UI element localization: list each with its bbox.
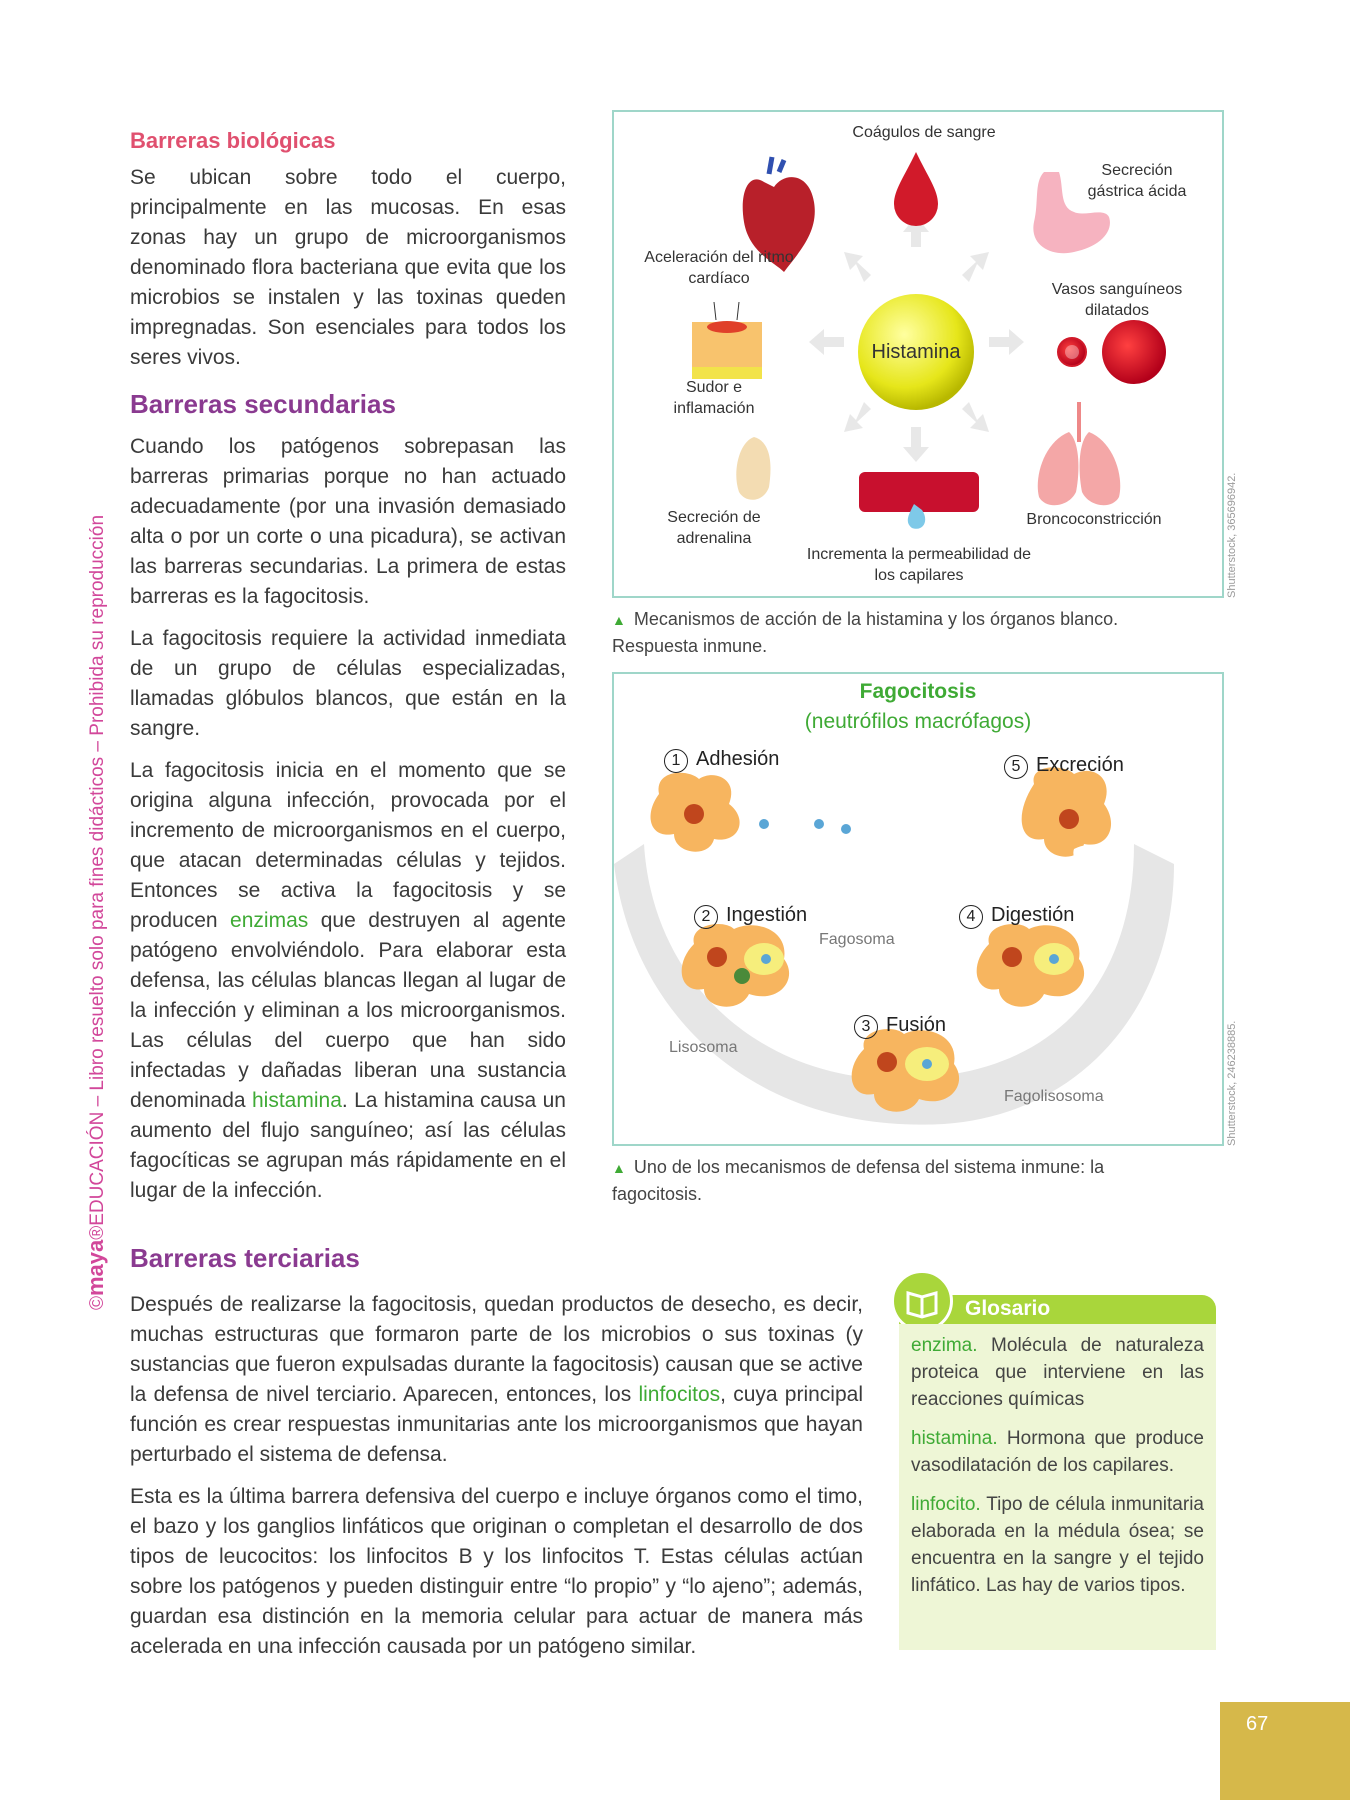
brand-logo-text: maya — [83, 1239, 108, 1296]
text-run: que destruyen al agente patógeno envolviéndolo. Para elaborar esta defensa, las células blancas llegan al lugar de la infección y eliminan a los microorganismos. Las células del cuerpo que han sido infectadas y dañadas liberan una sustancia denominada — [130, 909, 566, 1112]
label-vasos: Vasos sanguíneos dilatados — [1051, 281, 1183, 319]
page-number-tab — [1220, 1702, 1350, 1800]
cell-excrecion — [1022, 767, 1111, 866]
page-number: 67 — [1246, 1713, 1269, 1735]
section-title-barreras-biologicas: Barreras biológicas — [130, 128, 336, 153]
step-label: Fusión — [886, 1014, 947, 1036]
copyright-notice: ®EDUCACIÓN – Libro resuelto solo para fines didácticos – Prohibida su reproducción — [87, 514, 108, 1240]
skin-line — [737, 302, 739, 320]
label-histamina-center: Histamina — [871, 341, 961, 363]
paragraph: Cuando los patógenos sobrepasan las barreras primarias porque no han actuado adecuadamente (por una invasión demasiado alta o por un corte o una picadura), se activan las barreras secundarias. La primera de estas barreras es la fagocitosis. — [130, 435, 566, 608]
section-terciarias-text — [130, 1290, 863, 1674]
triangle-icon: ▲ — [612, 612, 626, 628]
lungs-icon — [1038, 432, 1079, 505]
caption-text: Mecanismos de acción de la histamina y los órganos blanco. Respuesta inmune. — [612, 609, 1119, 656]
keyword-histamina: histamina — [252, 1089, 342, 1112]
step-adhesion — [664, 748, 779, 773]
text-run: , cuya principal función es crear respuestas inmunitarias ante los microorganismos que hayan perturbado el sistema de defensa. — [130, 1383, 863, 1466]
step-number: 1 — [664, 749, 688, 773]
figure1-caption — [612, 606, 1152, 659]
paragraph — [130, 756, 566, 1206]
step-label: Ingestión — [726, 904, 808, 926]
adrenal-gland-icon — [736, 437, 770, 500]
copyright-symbol: © — [87, 1296, 108, 1310]
step-number: 5 — [1004, 755, 1028, 779]
step-label: Digestión — [991, 904, 1075, 926]
text-run: Después de realizarse la fagocitosis, quedan productos de desecho, es decir, muchas estructuras que formaron parte de los microbios o sus toxinas (y sustancias que fueron expulsadas durante la fagocitosis) causan que se active la defensa de nivel terciario. Aparecen, entonces, los — [130, 1293, 863, 1406]
phagocytosis-figure — [612, 672, 1224, 1146]
label-secrecion-gastrica: Secreción gástrica ácida — [1087, 162, 1187, 200]
section-secundarias-text — [130, 432, 566, 1218]
label-aceleracion: Aceleración del ritmo cardíaco — [644, 249, 794, 287]
section-biologicas-text — [130, 163, 566, 385]
step-number: 3 — [854, 1015, 878, 1039]
dilated-vessel-icon — [1102, 320, 1166, 384]
step-excrecion — [1004, 754, 1124, 779]
step-number: 2 — [694, 905, 718, 929]
step-label: Adhesión — [696, 748, 780, 770]
step-fusion — [854, 1014, 946, 1039]
capillary-icon — [859, 472, 979, 512]
label-adrenalina: Secreción de adrenalina — [667, 509, 761, 547]
keyword-linfocitos: linfocitos — [638, 1383, 721, 1406]
book-icon-art — [894, 1273, 950, 1329]
skin-inflammation — [707, 321, 747, 333]
glossary-term: histamina. — [911, 1428, 998, 1449]
phagocytosis-subtitle: (neutrófilos macrófagos) — [804, 710, 1032, 733]
label-permeabilidad: Incrementa la permeabilidad de los capilares — [806, 546, 1032, 584]
label-sudor: Sudor e inflamación — [673, 379, 755, 417]
blood-drop-icon — [894, 152, 938, 226]
glossary-definition: Molécula de naturaleza proteica que interviene en las reacciones químicas — [911, 1335, 1204, 1410]
label-lisosoma: Lisosoma — [669, 1039, 738, 1056]
section-title-barreras-secundarias: Barreras secundarias — [130, 389, 396, 419]
label-fagosoma: Fagosoma — [819, 931, 895, 948]
paragraph — [130, 1290, 863, 1470]
book-icon — [891, 1270, 953, 1332]
text-run: . La histamina causa un aumento del flujo sanguíneo; así las células fagocíticas se agrupan más rápidamente en el lugar de la infección. — [130, 1089, 566, 1202]
glossary-term: enzima. — [911, 1335, 978, 1356]
glossary-term: linfocito. — [911, 1494, 981, 1515]
label-coagulos: Coágulos de sangre — [852, 124, 996, 141]
small-vessel-lumen — [1065, 345, 1079, 359]
glossary-entry-linfocito — [911, 1491, 1204, 1599]
section-title-barreras-terciarias: Barreras terciarias — [130, 1243, 360, 1273]
figure2-caption — [612, 1154, 1152, 1207]
step-digestion — [959, 904, 1074, 929]
label-fagolisosoma: Fagolisosoma — [1004, 1088, 1104, 1105]
glossary-definition: Tipo de célula inmunitaria elaborada en la médula ósea; se encuentra en la sangre y el tejido linfático. Las hay de varios tipos. — [911, 1494, 1204, 1596]
glossary-entry-enzima — [911, 1332, 1204, 1413]
caption-text: Uno de los mecanismos de defensa del sistema inmune: la fagocitosis. — [612, 1157, 1105, 1204]
step-ingestion — [694, 904, 807, 929]
glossary-entry-histamina — [911, 1425, 1204, 1479]
skin-line — [714, 302, 716, 320]
phagocytosis-title: Fagocitosis — [859, 680, 977, 703]
image-credit: Shutterstock, 246238885. — [1226, 1020, 1238, 1146]
lung-right — [1080, 432, 1121, 505]
label-broncoconstriccion: Broncoconstricción — [1026, 511, 1162, 528]
paragraph: Se ubican sobre todo el cuerpo, principalmente en las mucosas. En esas zonas hay un grupo de microorganismos denominado flora bacteriana que evita que los microbios se instalen y las toxinas queden impregnadas. Son esenciales para todos los seres vivos. — [130, 166, 566, 369]
glossary-title: Glosario — [965, 1297, 1051, 1320]
paragraph: Esta es la última barrera defensiva del cuerpo e incluye órganos como el timo, el bazo y los ganglios linfáticos que originan o completan el desarrollo de dos tipos de leucocitos: los linfocitos B y los linfocitos T. Estas células actúan sobre los patógenos y pueden distinguir entre “lo propio” y “lo ajeno”; además, guardan esa distinción en la memoria celular para actuar de manera más acelerada en una infección causada por un patógeno similar. — [130, 1485, 863, 1658]
glossary-body — [899, 1324, 1216, 1650]
keyword-enzimas: enzimas — [230, 909, 309, 932]
step-number: 4 — [959, 905, 983, 929]
triangle-icon: ▲ — [612, 1160, 626, 1176]
histamine-figure — [612, 110, 1224, 598]
heart-vessels — [769, 157, 784, 174]
text-run: La fagocitosis inicia en el momento que se origina alguna infección, provocada por el incremento de microorganismos en el cuerpo, que atacan determinadas células y tejidos. Entonces se activa la fagocitosis y se producen — [130, 759, 566, 932]
copyright-margin-text — [83, 515, 109, 1310]
cell-digestion — [977, 924, 1084, 1007]
step-label: Excreción — [1036, 754, 1124, 776]
image-credit: Shutterstock, 365696942. — [1226, 472, 1238, 598]
cell-adhesion — [651, 773, 740, 852]
paragraph: La fagocitosis requiere la actividad inmediata de un grupo de células especializadas, llamadas glóbulos blancos, que están en la sangre. — [130, 627, 566, 740]
glossary-definition: Hormona que produce vasodilatación de los capilares. — [911, 1428, 1204, 1476]
